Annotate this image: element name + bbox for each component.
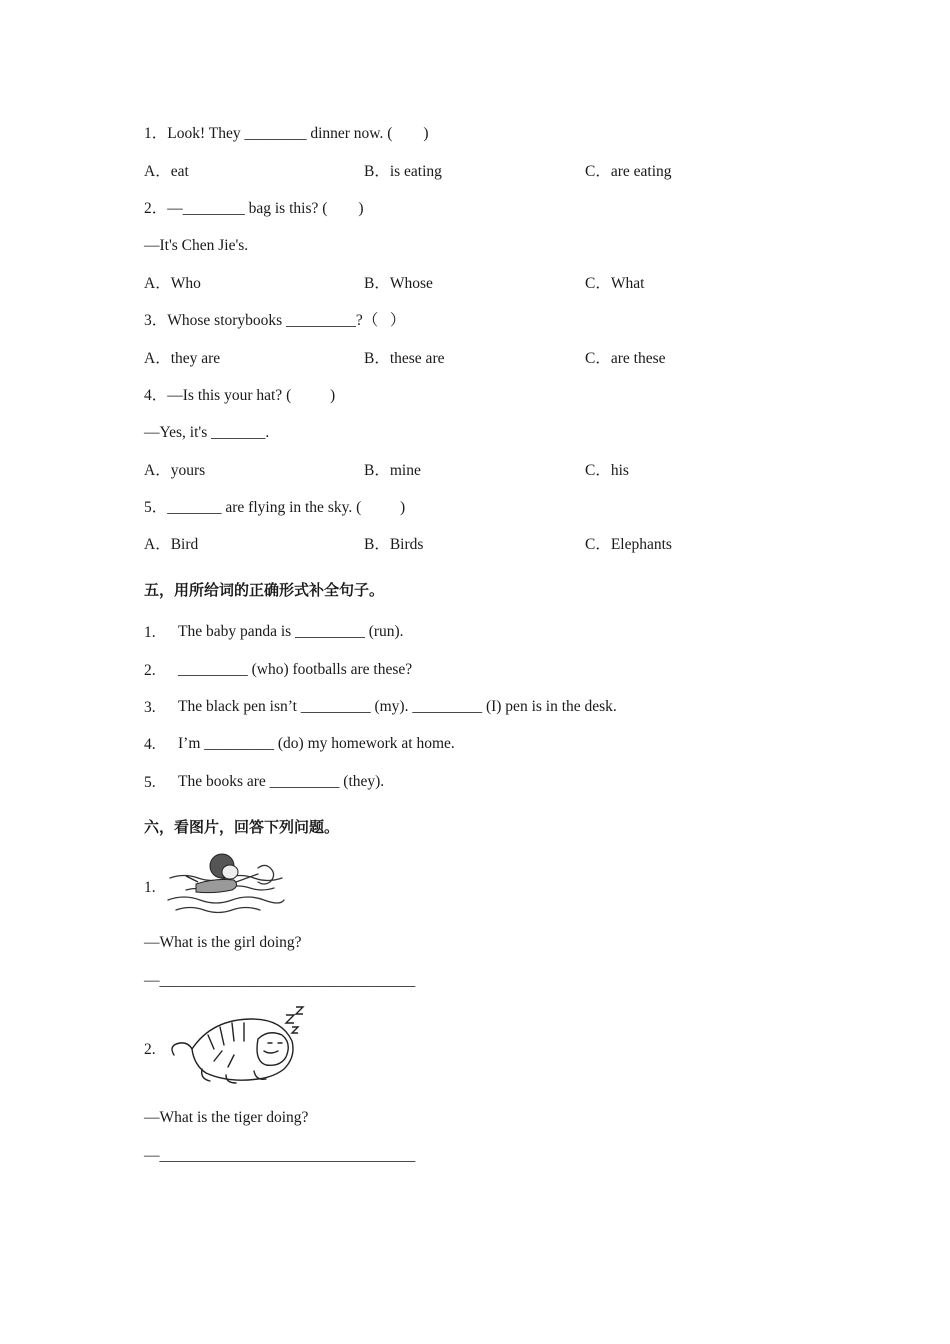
s5-item5-text: The books are _________ (they). (178, 773, 385, 790)
s5-item4-text: I’m _________ (do) my homework at home. (178, 735, 455, 752)
q1-option-c: C．are eating (585, 163, 672, 180)
s6-item2-answer-blank: —_________________________________ (144, 1147, 416, 1164)
s5-item1-text: The baby panda is _________ (run). (178, 623, 404, 640)
swimming-girl-image (166, 848, 286, 920)
q2-stem: 2．—________ bag is this? ( ) (144, 200, 364, 217)
s5-item2-text: _________ (who) footballs are these? (178, 661, 413, 678)
q2-answer-line: —It's Chen Jie's. (144, 237, 249, 254)
q2-option-c: C．What (585, 275, 645, 292)
q1-option-b: B．is eating (364, 163, 442, 180)
q3-option-c: C．are these (585, 350, 666, 367)
q4-option-a: A．yours (144, 462, 206, 479)
q4-option-c: C．his (585, 462, 629, 479)
section5-heading: 五，用所给词的正确形式补全句子。 (144, 581, 385, 599)
s5-item3-number: 3. (144, 699, 156, 716)
q2-option-b: B．Whose (364, 275, 433, 292)
s5-item3-text: The black pen isn’t _________ (my). _________ (I) pen is in the desk. (178, 698, 617, 715)
s5-item1-number: 1. (144, 624, 156, 641)
s6-item1-answer-blank: —_________________________________ (144, 972, 416, 989)
q3-option-a: A．they are (144, 350, 221, 367)
q2-option-a: A．Who (144, 275, 201, 292)
q5-option-b: B．Birds (364, 536, 424, 553)
sleeping-tiger-image (168, 1005, 308, 1087)
section6-heading: 六，看图片，回答下列问题。 (144, 818, 340, 836)
s5-item2-number: 2. (144, 662, 156, 679)
s5-item5-number: 5. (144, 774, 156, 791)
q1-option-a: A．eat (144, 163, 189, 180)
q4-answer-line: —Yes, it's _______. (144, 424, 270, 441)
s6-item2-number: 2. (144, 1041, 156, 1058)
q5-option-c: C．Elephants (585, 536, 672, 553)
s5-item4-number: 4. (144, 736, 156, 753)
s6-item2-question: —What is the tiger doing? (144, 1109, 309, 1126)
s6-item1-number: 1. (144, 879, 156, 896)
q3-option-b: B．these are (364, 350, 445, 367)
q4-option-b: B．mine (364, 462, 421, 479)
q5-stem: 5．_______ are flying in the sky. ( ) (144, 499, 406, 516)
q4-stem: 4．—Is this your hat? ( ) (144, 387, 336, 404)
q1-stem: 1．Look! They ________ dinner now. ( ) (144, 125, 429, 142)
q5-option-a: A．Bird (144, 536, 199, 553)
s6-item1-question: —What is the girl doing? (144, 934, 302, 951)
q3-stem: 3．Whose storybooks _________?（ ） (144, 312, 406, 329)
